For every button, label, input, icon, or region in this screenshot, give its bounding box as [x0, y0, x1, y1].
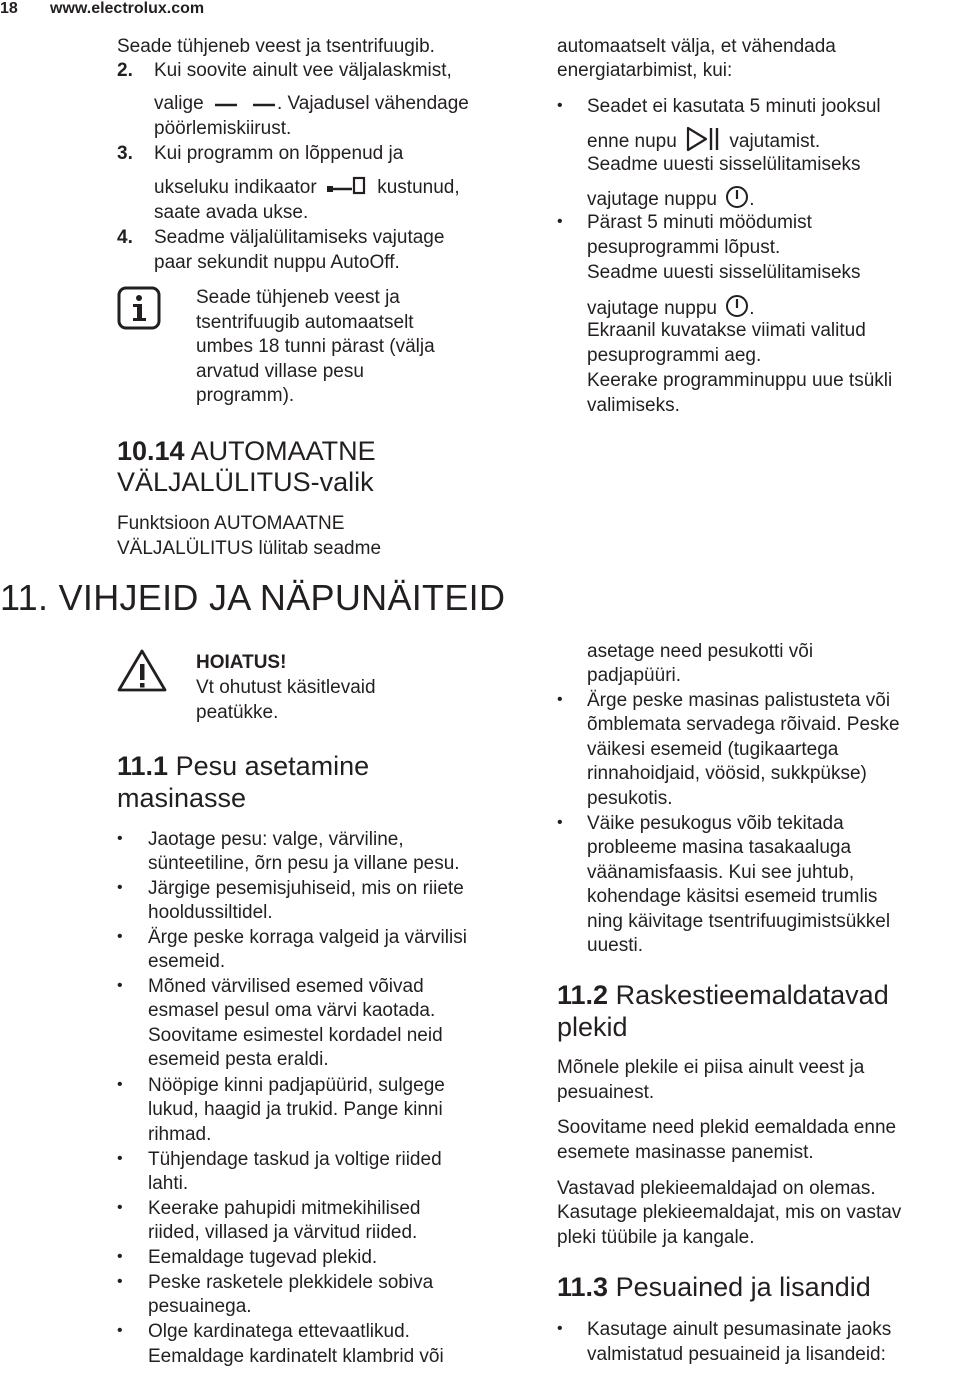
section-11-2-title-part2: plekid	[557, 1012, 628, 1042]
info-line5: programm).	[196, 385, 295, 406]
step-4-line2: paar sekundit nuppu AutoOff.	[154, 252, 400, 273]
laundry-tip-line: Soovitame esimestel kordadel neid	[148, 1025, 443, 1046]
section-10-14-title-part2: VÄLJALÜLITUS-valik	[117, 467, 374, 497]
laundry-tip-line: Eemaldage tugevad plekid.	[148, 1247, 378, 1268]
laundry-tip-line: Olge kardinatega ettevaatlikud.	[148, 1321, 410, 1342]
step-2-number: 2.	[117, 60, 133, 81]
section-10-14-number: 10.14	[117, 436, 185, 466]
section-10-14-body2: VÄLJALÜLITUS lülitab seadme	[117, 538, 382, 559]
auto-off-b1-line4-text-a: vajutage nuppu	[587, 189, 717, 210]
detergents-b1-line2: valmistatud pesuaineid ja lisandeid:	[587, 1344, 886, 1365]
bullet-marker: •	[557, 691, 563, 708]
auto-off-b2-line2: pesuprogrammi lõpust.	[587, 237, 781, 258]
auto-off-b2-line4-text-b: .	[749, 298, 755, 319]
right-intro-line1: automaatselt välja, et vähendada	[557, 36, 836, 57]
step-2-line2-text-b: . Vajadusel vähendage	[276, 93, 469, 114]
laundry-tip-line: väänamisfaasis. Kui see juhtub,	[587, 862, 855, 883]
section-11-3-heading	[557, 1272, 871, 1303]
auto-off-b2-line7: Keerake programminuppu uue tsükli	[587, 370, 893, 391]
step-2-line1: Kui soovite ainult vee väljalaskmist,	[154, 60, 452, 81]
bullet-marker: •	[557, 814, 563, 831]
info-icon	[117, 286, 163, 332]
section-10-14-heading	[117, 436, 376, 467]
right-intro-line2: energiatarbimist, kui:	[557, 60, 733, 81]
page-number: 18	[0, 0, 18, 17]
section-10-14-body1: Funktsioon AUTOMAATNE	[117, 513, 345, 534]
section-11-2-heading	[557, 980, 889, 1011]
step-3-line2-text-b: kustunud,	[377, 177, 460, 198]
warning-title: HOIATUS!	[196, 652, 287, 673]
auto-off-b1-line3: Seadme uuesti sisselülitamiseks	[587, 154, 861, 175]
laundry-tip-line: asetage need pesukotti või	[587, 641, 814, 662]
stains-p1-line2: pesuainest.	[557, 1082, 655, 1103]
laundry-tip-line: Nööpige kinni padjapüürid, sulgege	[148, 1075, 445, 1096]
section-11-1-title-part2: masinasse	[117, 783, 247, 813]
laundry-tip-line: õmblemata servadega rõivaid. Peske	[587, 714, 900, 735]
auto-off-b2-line1: Pärast 5 minuti möödumist	[587, 212, 812, 233]
laundry-tip-line: rihmad.	[148, 1124, 212, 1145]
laundry-tip-line: kohendage käsitsi esemeid trumlis	[587, 886, 878, 907]
section-11-2-number: 11.2	[557, 980, 609, 1010]
stains-p3-line1: Vastavad plekieemaldajad on olemas.	[557, 1178, 876, 1199]
section-10-14-title-part1: AUTOMAATNE	[184, 436, 376, 466]
warning-line1: Vt ohutust käsitlevaid	[196, 677, 376, 698]
chapter-11-heading: 11. VIHJEID JA NÄPUNÄITEID	[0, 577, 506, 618]
section-11-3-title: Pesuained ja lisandid	[608, 1272, 871, 1302]
step-3-line1: Kui programm on lõppenud ja	[154, 143, 404, 164]
laundry-tip-line: uuesti.	[587, 935, 643, 956]
laundry-tip-line: esemeid pesta eraldi.	[148, 1049, 329, 1070]
auto-off-b2-line5: Ekraanil kuvatakse viimati valitud	[587, 320, 866, 341]
auto-off-b1-line4-text-b: .	[749, 189, 755, 210]
step-3-line2-text-a: ukseluku indikaator	[154, 177, 317, 198]
warning-line2: peatükke.	[196, 702, 279, 723]
auto-off-b2-line4-text-a: vajutage nuppu	[587, 298, 717, 319]
laundry-tip-line: ning käivitage tsentrifuugimistsükkel	[587, 911, 891, 932]
laundry-tip-line: Ärge peske korraga valgeid ja värvilisi	[148, 927, 467, 948]
section-11-2-title-part1: Raskestieemaldatavad	[608, 980, 889, 1010]
bullet-marker: •	[117, 928, 123, 945]
auto-off-b2-line6: pesuprogrammi aeg.	[587, 345, 762, 366]
bullet-marker: •	[117, 830, 123, 847]
door-lock-icon	[326, 177, 368, 205]
bullet-marker: •	[117, 1322, 123, 1339]
laundry-tip-line: pesuainega.	[148, 1296, 252, 1317]
laundry-tip-line: esmasel pesul oma värvi kaotada.	[148, 1000, 436, 1021]
section-11-1-number: 11.1	[117, 751, 169, 781]
stains-p2-line1: Soovitame need plekid eemaldada enne	[557, 1117, 897, 1138]
bullet-marker: •	[117, 1199, 123, 1216]
left-paragraph-drain: Seade tühjeneb veest ja tsentrifuugib.	[117, 36, 435, 57]
laundry-tip-line: lukud, haagid ja trukid. Pange kinni	[148, 1099, 443, 1120]
step-2-line3: pöörlemiskiirust.	[154, 118, 292, 139]
info-line4: arvatud villase pesu	[196, 361, 364, 382]
bullet-marker: •	[117, 1248, 123, 1265]
laundry-tip-line: Mõned värvilised esemed võivad	[148, 976, 424, 997]
stains-p3-line3: pleki tüübile ja kangale.	[557, 1227, 755, 1248]
step-2-line2-text-a: valige	[154, 93, 204, 114]
section-11-1-title-part1: Pesu asetamine	[168, 751, 370, 781]
bullet-marker: •	[557, 213, 563, 230]
laundry-tip-line: lahti.	[148, 1173, 189, 1194]
site-url: www.electrolux.com	[50, 0, 205, 17]
section-11-1-heading	[117, 751, 369, 782]
laundry-tip-line: padjapüüri.	[587, 665, 682, 686]
section-11-3-number: 11.3	[557, 1272, 609, 1302]
laundry-tip-line: probleeme masina tasakaaluga	[587, 837, 852, 858]
bullet-marker: •	[117, 1076, 123, 1093]
warning-icon	[116, 648, 168, 694]
bullet-marker: •	[117, 1273, 123, 1290]
laundry-tip-line: esemeid.	[148, 951, 226, 972]
auto-off-b2-line3: Seadme uuesti sisselülitamiseks	[587, 262, 861, 283]
bullet-marker: •	[117, 879, 123, 896]
bullet-marker: •	[117, 977, 123, 994]
bullet-marker: •	[117, 1150, 123, 1167]
laundry-tip-line: rinnahoidjaid, vöösid, sukkpükse)	[587, 763, 867, 784]
laundry-tip-line: Peske rasketele plekkidele sobiva	[148, 1272, 434, 1293]
step-4-line1: Seadme väljalülitamiseks vajutage	[154, 227, 445, 248]
laundry-tip-line: Jaotage pesu: valge, värviline,	[148, 829, 404, 850]
auto-off-b1-line2-text-a: enne nupu	[587, 131, 677, 152]
laundry-tip-line: hooldussiltidel.	[148, 902, 273, 923]
laundry-tip-line: riided, villased ja värvitud riided.	[148, 1222, 418, 1243]
detergents-b1-line1: Kasutage ainult pesumasinate jaoks	[587, 1319, 892, 1340]
info-line3: umbes 18 tunni pärast (välja	[196, 336, 435, 357]
stains-p2-line2: esemete masinasse panemist.	[557, 1142, 814, 1163]
auto-off-b2-line8: valimiseks.	[587, 395, 680, 416]
laundry-tip-line: Järgige pesemisjuhiseid, mis on riiete	[148, 878, 464, 899]
laundry-tip-line: väikesi esemeid (tugikaartega	[587, 739, 839, 760]
laundry-tip-line: Keerake pahupidi mitmekihilised	[148, 1198, 421, 1219]
laundry-tip-line: Tühjendage taskud ja voltige riided	[148, 1149, 442, 1170]
laundry-tip-line: Väike pesukogus võib tekitada	[587, 813, 844, 834]
step-4-number: 4.	[117, 227, 133, 248]
laundry-tip-line: sünteetiline, õrn pesu ja villane pesu.	[148, 853, 460, 874]
stains-p3-line2: Kasutage plekieemaldajat, mis on vastav	[557, 1202, 902, 1223]
info-line1: Seade tühjeneb veest ja	[196, 287, 400, 308]
bullet-marker: •	[557, 1320, 563, 1337]
step-3-line3: saate avada ukse.	[154, 202, 309, 223]
bullet-marker: •	[557, 97, 563, 114]
info-line2: tsentrifuugib automaatselt	[196, 312, 414, 333]
laundry-tip-line: Eemaldage kardinatelt klambrid või	[148, 1346, 444, 1367]
stains-p1-line1: Mõnele plekile ei piisa ainult veest ja	[557, 1057, 865, 1078]
auto-off-b1-line1: Seadet ei kasutata 5 minuti jooksul	[587, 96, 881, 117]
step-3-number: 3.	[117, 143, 133, 164]
laundry-tip-line: pesukotis.	[587, 788, 673, 809]
laundry-tip-line: Ärge peske masinas palistusteta või	[587, 690, 891, 711]
auto-off-b1-line2-text-b: vajutamist.	[729, 131, 821, 152]
